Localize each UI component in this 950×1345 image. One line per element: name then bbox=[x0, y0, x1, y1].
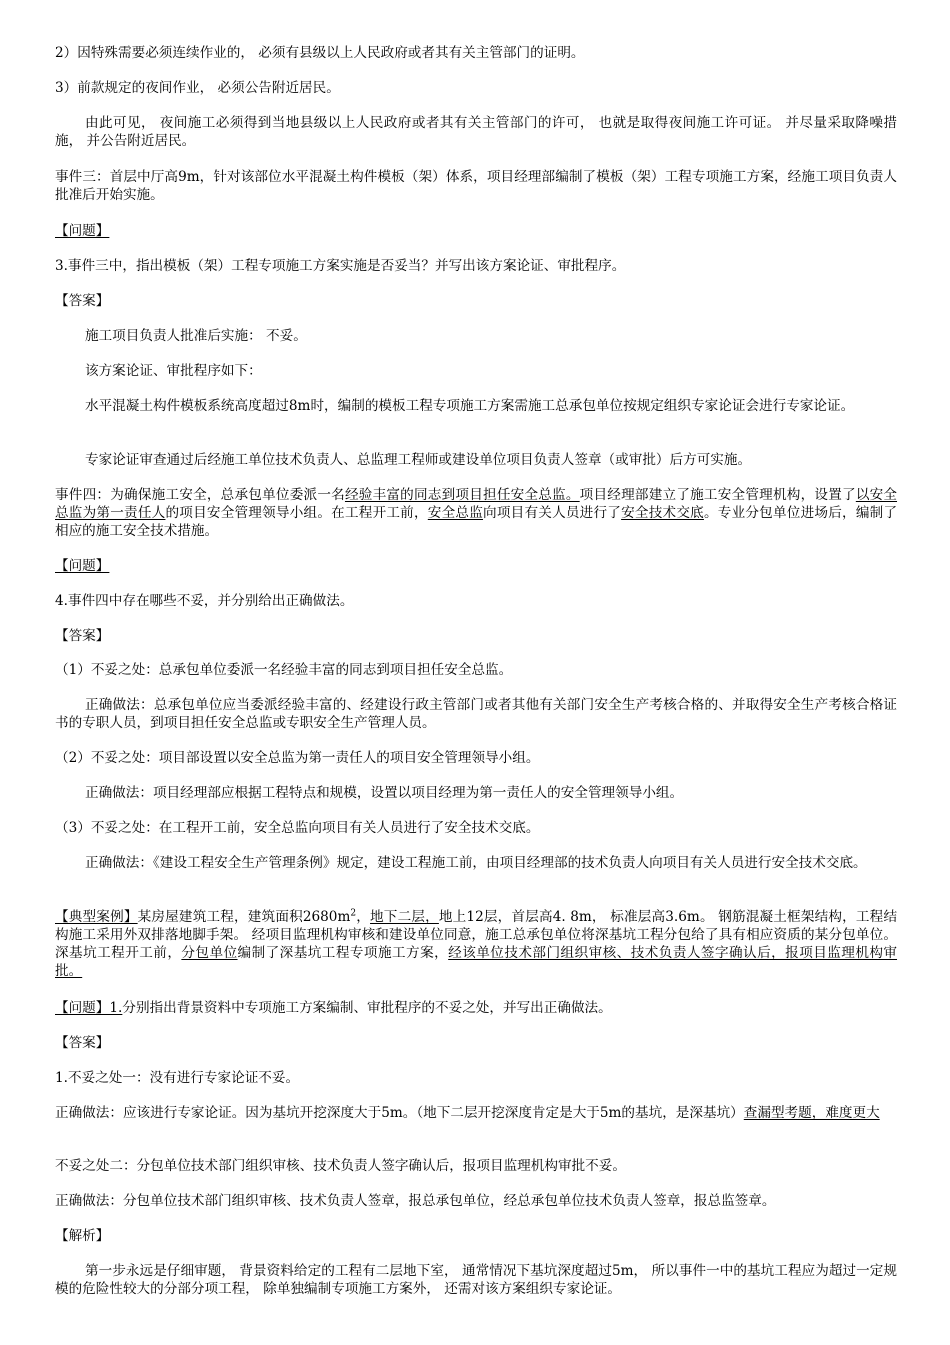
event-four-text: 项目经理部建立了施工安全管理机构，设置了 bbox=[579, 487, 856, 503]
answer-three-procedure-intro: 该方案论证、审批程序如下： bbox=[85, 363, 262, 379]
analysis-heading: 【解析】 bbox=[55, 1228, 110, 1244]
paragraph-night-work-notice: 3）前款规定的夜间作业， 必须公告附近居民。 bbox=[55, 80, 340, 96]
answer-four-issue-1: （1）不妥之处：总承包单位委派一名经验丰富的同志到项目担任安全总监。 bbox=[55, 662, 513, 678]
question-three: 3.事件三中，指出模板（架）工程专项施工方案实施是否妥当？并写出该方案论证、审批程序。 bbox=[55, 258, 626, 274]
paragraph-continuous-work-rule: 2）因特殊需要必须连续作业的， 必须有县级以上人民政府或者其有关主管部门的证明。 bbox=[55, 45, 585, 61]
event-four-text: 向项目有关人员进行了 bbox=[483, 505, 622, 521]
question-heading bbox=[55, 222, 897, 240]
answer-four-issue-3: （3）不妥之处：在工程开工前，安全总监向项目有关人员进行了安全技术交底。 bbox=[55, 820, 540, 836]
answer-three-verdict: 施工项目负责人批准后实施： 不妥。 bbox=[85, 328, 307, 344]
answer-case-fix-1-text: 正确做法：应该进行专家论证。因为基坑开挖深度大于5m。（地下二层开挖深度肯定是大于5m的基坑，是深基坑） bbox=[55, 1105, 744, 1121]
paragraph-event-three: 事件三：首层中厅高9m，针对该部位水平混凝土构件模板（架）体系，项目经理部编制了模板（架）工程专项施工方案，经施工项目负责人批准后开始实施。 bbox=[55, 169, 897, 203]
question-heading-text: 【问题】 bbox=[55, 558, 110, 574]
answer-case-fix-1-note: 查漏型考题，难度更大 bbox=[743, 1105, 880, 1121]
answer-four-fix-3: 正确做法：《建设工程安全生产管理条例》规定，建设工程施工前，由项目经理部的技术负责人向项目有关人员进行安全技术交底。 bbox=[85, 855, 867, 871]
event-four-text: 事件四：为确保施工安全，总承包单位委派一名 bbox=[55, 487, 345, 503]
event-four-underline-safety-director: 安全总监 bbox=[427, 505, 484, 521]
question-case-one-text: 分别指出背景资料中专项施工方案编制、审批程序的不妥之处，并写出正确做法。 bbox=[122, 1000, 612, 1016]
typical-case-underline-basement: 地下二层， bbox=[370, 909, 439, 925]
answer-heading: 【答案】 bbox=[55, 1035, 110, 1051]
paragraph-night-permit-summary: 由此可见， 夜间施工必须得到当地县级以上人民政府或者其有关主管部门的许可， 也就是取得夜间施工许可证。 并尽量采取降噪措施， 并公告附近居民。 bbox=[55, 115, 897, 149]
paragraph-event-four bbox=[55, 486, 897, 540]
typical-case-text: 地上12层，首层高4. 8m， 标准层高3.6m。 钢筋混凝土框架结构，工程结构施工采用外双排落地脚手架。 经项目监理机构审核和建设单位同意，施工总承包单位将深基坑工程分包给了具有相应资质的某分包单位。 深基坑工程开工前， bbox=[55, 909, 898, 961]
question-case-one bbox=[55, 999, 897, 1017]
typical-case-label: 【典型案例】 bbox=[55, 909, 138, 925]
event-four-text: 。专业分包单位进场后，编制了相应的施工安全技术措施。 bbox=[55, 505, 898, 539]
typical-case-text: 编制了深基坑工程专项施工方案， bbox=[237, 945, 449, 961]
event-four-underline-first-responsible: 以安全总监为第一责任人 bbox=[55, 487, 898, 521]
question-case-one-label: 【问题】1. bbox=[55, 1000, 123, 1016]
analysis-paragraph: 第一步永远是仔细审题， 背景资料给定的工程有二层地下室， 通常情况下基坑深度超过5m， 所以事件一中的基坑工程应为超过一定规模的危险性较大的分部分项工程， 除单独编制专项施工方案外， 还需对该方案组织专家论证。 bbox=[55, 1263, 897, 1297]
answer-case-issue-2: 不妥之处二：分包单位技术部门组织审核、技术负责人签字确认后，报项目监理机构审批不妥。 bbox=[55, 1158, 626, 1174]
answer-three-expert-review: 水平混凝土构件模板系统高度超过8m时，编制的模板工程专项施工方案需施工总承包单位按规定组织专家论证会进行专家论证。 bbox=[85, 398, 855, 414]
event-four-underline-director: 经验丰富的同志到项目担任安全总监。 bbox=[344, 487, 580, 503]
typical-case-text: 某房屋建筑工程，建筑面积2680m bbox=[137, 909, 351, 925]
answer-four-fix-1: 正确做法：总承包单位应当委派经验丰富的、经建设行政主管部门或者其他有关部门安全生产考核合格的、并取得安全生产考核合格证书的专职人员，到项目担任安全总监或专职安全生产管理人员。 bbox=[55, 697, 897, 731]
answer-four-fix-2: 正确做法：项目经理部应根据工程特点和规模，设置以项目经理为第一责任人的安全管理领导小组。 bbox=[85, 785, 684, 801]
typical-case-text: ， bbox=[356, 909, 371, 925]
question-heading bbox=[55, 557, 897, 575]
answer-three-approval: 专家论证审查通过后经施工单位技术负责人、总监理工程师或建设单位项目负责人签章（或审批）后方可实施。 bbox=[85, 452, 752, 468]
question-heading-text: 【问题】 bbox=[55, 223, 110, 239]
answer-four-issue-2: （2）不妥之处：项目部设置以安全总监为第一责任人的项目安全管理领导小组。 bbox=[55, 750, 540, 766]
event-four-text: 的项目安全管理领导小组。在工程开工前， bbox=[165, 505, 428, 521]
paragraph-typical-case bbox=[55, 908, 897, 980]
answer-case-fix-1 bbox=[55, 1104, 897, 1122]
answer-case-issue-1: 1.不妥之处一：没有进行专家论证不妥。 bbox=[55, 1070, 300, 1086]
typical-case-underline-subcontractor: 分包单位 bbox=[181, 945, 238, 961]
answer-case-fix-2: 正确做法：分包单位技术部门组织审核、技术负责人签章，报总承包单位，经总承包单位技术负责人签章，报总监签章。 bbox=[55, 1193, 776, 1209]
event-four-underline-briefing: 安全技术交底 bbox=[621, 505, 704, 521]
area-superscript: 2 bbox=[350, 908, 357, 919]
answer-heading: 【答案】 bbox=[55, 628, 110, 644]
typical-case-underline-approval: 经该单位技术部门组织审核、技术负责人签字确认后，报项目监理机构审批。 bbox=[55, 945, 898, 979]
question-four: 4.事件四中存在哪些不妥，并分别给出正确做法。 bbox=[55, 593, 354, 609]
answer-heading: 【答案】 bbox=[55, 293, 110, 309]
